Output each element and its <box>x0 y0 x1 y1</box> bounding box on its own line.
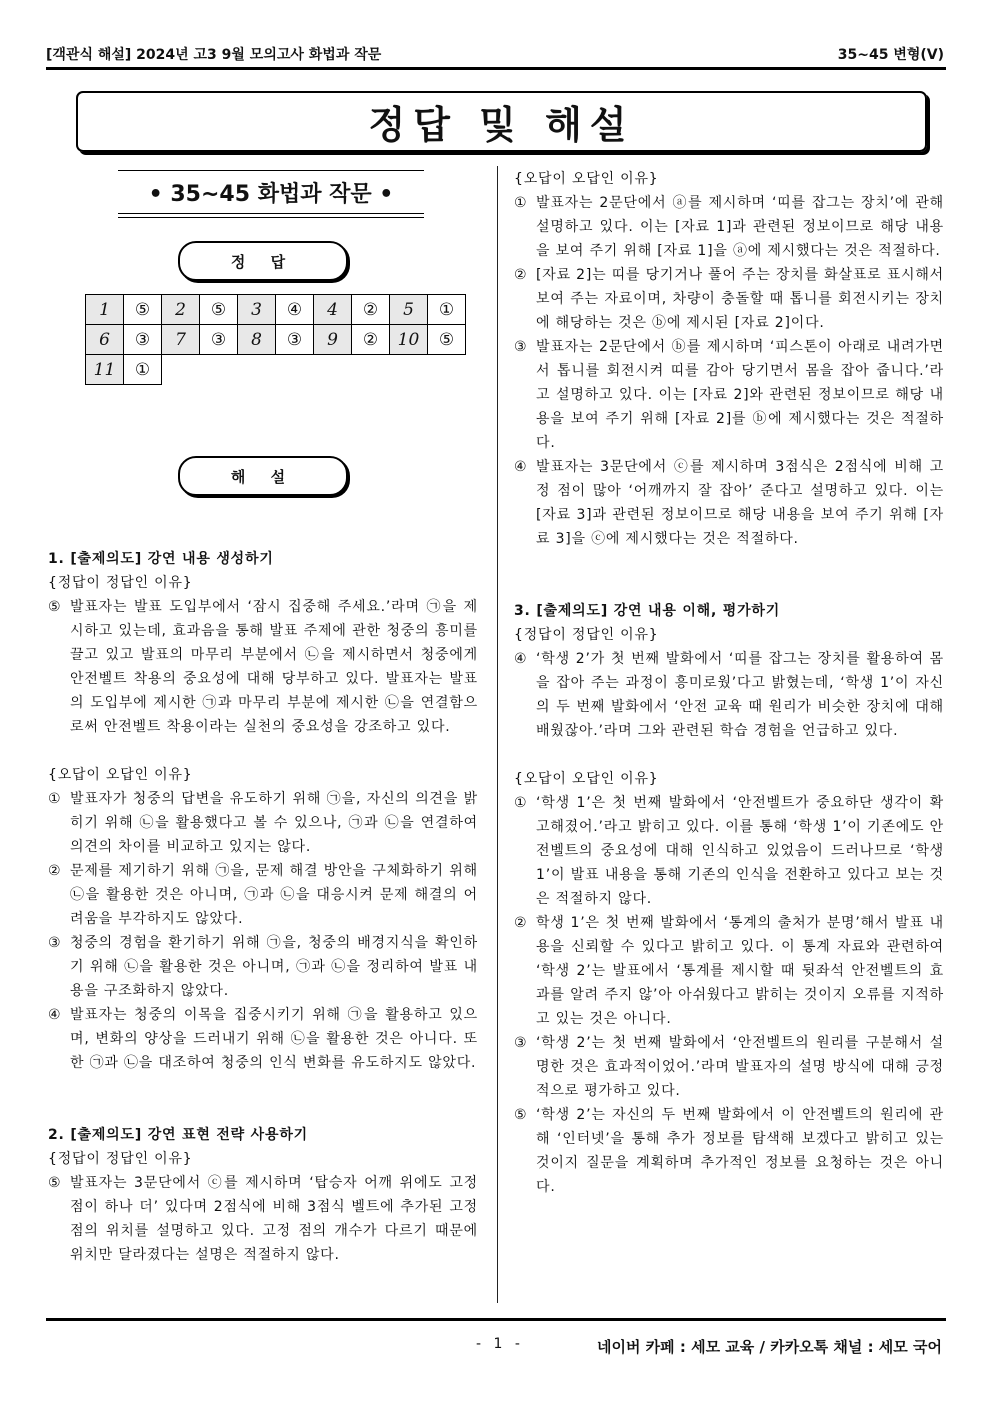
answer-row <box>86 325 466 355</box>
choice-mark: ③ <box>514 339 528 355</box>
explanation-item <box>514 191 944 263</box>
explanation-label: 해 설 <box>178 456 348 496</box>
explanation-text: 학생 1’은 첫 번째 발화에서 ‘통계의 출처가 분명’해서 발표 내용을 신뢰할 수 있다고 밝히고 있다. 이 통계 자료와 관련하여 ‘학생 2’는 발표에서 ‘통계를 제시할 때 뒷좌석 안전벨트의 효과를 알려 주지 않’아 아쉬웠다고 밝히는 것이지 오류를 지적하고 있는 것은 아니다. <box>536 915 944 1027</box>
choice-mark: ⑤ <box>48 599 62 615</box>
answer-num: 1 <box>86 295 124 325</box>
header-right: 35~45 변형(V) <box>837 47 944 63</box>
section-title: • 35~45 화법과 작문 • <box>118 170 424 214</box>
explanation-item <box>514 263 944 335</box>
answer-value: ③ <box>124 325 162 355</box>
answer-num: 7 <box>162 325 200 355</box>
choice-mark: ⑤ <box>514 1107 528 1123</box>
answer-value: ② <box>352 325 390 355</box>
explanation-item <box>514 911 944 1031</box>
answer-value: ⑤ <box>200 295 238 325</box>
answer-num: 9 <box>314 325 352 355</box>
answer-label: 정 답 <box>178 241 348 281</box>
explanation-text: ‘학생 2’는 자신의 두 번째 발화에서 이 안전벨트의 원리에 관해 ‘인터넷’을 통해 추가 정보를 탐색해 보겠다고 밝히고 있는 것이지 질문을 계획하며 추가적인 정보를 요청하는 것은 아니다. <box>536 1107 944 1195</box>
answer-row <box>86 355 466 385</box>
question-3-title: 3. [출제의도] 강연 내용 이해, 평가하기 <box>514 603 781 619</box>
explanation-item <box>514 1031 944 1103</box>
left-column <box>48 547 478 1267</box>
explanation-item <box>48 931 478 1003</box>
explanation-item <box>48 859 478 931</box>
wrong-reason-heading: {오답이 오답인 이유} <box>48 767 193 783</box>
answer-value: ⑤ <box>124 295 162 325</box>
answer-num: 2 <box>162 295 200 325</box>
choice-mark: ② <box>48 863 62 879</box>
explanation-item <box>514 647 944 743</box>
explanation-text: 발표자는 발표 도입부에서 ‘잠시 집중해 주세요.’라며 ㉠을 제시하고 있는데, 효과음을 통해 발표 주제에 관한 청중의 흥미를 끌고 있고 발표의 마무리 부분에서 ㉡을 제시하면서 청중에게 안전벨트 착용의 중요성에 대해 당부하고 있다. 발표자는 발표의 도입부에 제시한 ㉠과 마무리 부분에 제시한 ㉡을 연결함으로써 안전벨트 착용이라는 실천의 중요성을 강조하고 있다. <box>70 599 478 735</box>
right-column <box>514 167 944 1199</box>
answer-value: ② <box>352 295 390 325</box>
explanation-item <box>48 1171 478 1267</box>
explanation-text: 문제를 제기하기 위해 ㉠을, 문제 해결 방안을 구체화하기 위해 ㉡을 활용한 것은 아니며, ㉠과 ㉡을 대응시켜 문제 해결의 어려움을 부각하지도 않았다. <box>70 863 478 927</box>
correct-reason-heading: {정답이 정답인 이유} <box>48 575 193 591</box>
page-number: - 1 - <box>476 1336 524 1352</box>
question-1-title: 1. [출제의도] 강연 내용 생성하기 <box>48 551 274 567</box>
choice-mark: ③ <box>514 1035 528 1051</box>
choice-mark: ① <box>514 195 528 211</box>
column-divider <box>497 166 498 1303</box>
answer-num: 3 <box>238 295 276 325</box>
answer-value: ① <box>428 295 466 325</box>
answer-table <box>85 294 466 385</box>
answer-num: 5 <box>390 295 428 325</box>
explanation-item <box>514 791 944 911</box>
footer-credit: 네이버 카페 : 세모 교육 / 카카오톡 채널 : 세모 국어 <box>596 1338 942 1356</box>
explanation-text: 발표자는 3문단에서 ⓒ를 제시하며 3점식은 2점식에 비해 고정 점이 많아 ‘어깨까지 잘 잡아’ 준다고 설명하고 있다. 이는 [자료 3]과 관련된 정보이므로 해당 내용을 보여 주기 위해 [자료 3]을 ⓒ에 제시했다는 것은 적절하다. <box>536 459 944 547</box>
explanation-text: 발표자는 청중의 이목을 집중시키기 위해 ㉠을 활용하고 있으며, 변화의 양상을 드러내기 위해 ㉡을 활용한 것은 아니다. 또한 ㉠과 ㉡을 대조하여 청중의 인식 변화를 유도하지도 않았다. <box>70 1007 478 1071</box>
header-rule <box>46 67 946 70</box>
answer-value: ③ <box>200 325 238 355</box>
explanation-item <box>48 1003 478 1075</box>
choice-mark: ② <box>514 267 528 283</box>
answer-num: 6 <box>86 325 124 355</box>
explanation-item <box>48 787 478 859</box>
answer-num: 4 <box>314 295 352 325</box>
answer-value: ④ <box>276 295 314 325</box>
explanation-text: 발표자는 3문단에서 ⓒ를 제시하며 ‘탑승자 어깨 위에도 고정 점이 하나 더’ 있다며 2점식에 비해 3점식 벨트에 추가된 고정 점의 위치를 설명하고 있다. 고정 점의 개수가 다르기 때문에 위치만 달라졌다는 설명은 적절하지 않다. <box>70 1175 478 1263</box>
choice-mark: ④ <box>514 651 528 667</box>
choice-mark: ① <box>48 791 62 807</box>
choice-mark: ⑤ <box>48 1175 62 1191</box>
choice-mark: ① <box>514 795 528 811</box>
wrong-reason-heading: {오답이 오답인 이유} <box>514 171 659 187</box>
page-title: 정답 및 해설 <box>76 91 927 152</box>
choice-mark: ④ <box>48 1007 62 1023</box>
explanation-item <box>48 595 478 739</box>
choice-mark: ④ <box>514 459 528 475</box>
explanation-text: ‘학생 2’는 첫 번째 발화에서 ‘안전벨트의 원리를 구분해서 설명한 것은 효과적이었어.’라며 발표자의 설명 방식에 대해 긍정적으로 평가하고 있다. <box>536 1035 944 1099</box>
choice-mark: ③ <box>48 935 62 951</box>
correct-reason-heading: {정답이 정답인 이유} <box>48 1151 193 1167</box>
question-2-title: 2. [출제의도] 강연 표현 전략 사용하기 <box>48 1127 308 1143</box>
answer-num: 8 <box>238 325 276 355</box>
explanation-text: 청중의 경험을 환기하기 위해 ㉠을, 청중의 배경지식을 확인하기 위해 ㉡을 활용한 것은 아니며, ㉠과 ㉡을 정리하여 발표 내용을 구조화하지 않았다. <box>70 935 478 999</box>
answer-row <box>86 295 466 325</box>
explanation-item <box>514 335 944 455</box>
explanation-text: 발표자가 청중의 답변을 유도하기 위해 ㉠을, 자신의 의견을 밝히기 위해 ㉡을 활용했다고 볼 수 있으나, ㉠과 ㉡을 연결하여 의견의 차이를 비교하고 있지는 않다. <box>70 791 478 855</box>
explanation-text: ‘학생 1’은 첫 번째 발화에서 ‘안전벨트가 중요하단 생각이 확고해졌어.’라고 밝히고 있다. 이를 통해 ‘학생 1’이 기존에도 안전벨트의 중요성에 대해 인식하고 있었음이 드러나므로 ‘학생 1’이 발표 내용을 통해 기존의 인식을 전환하고 있다고 보는 것은 적절하지 않다. <box>536 795 944 907</box>
answer-value: ① <box>124 355 162 385</box>
answer-value: ⑤ <box>428 325 466 355</box>
explanation-text: 발표자는 2문단에서 ⓐ를 제시하며 ‘띠를 잡그는 장치’에 관해 설명하고 있다. 이는 [자료 1]과 관련된 정보이므로 해당 내용을 보여 주기 위해 [자료 1]을 ⓐ에 제시했다는 것은 적절하다. <box>536 195 944 259</box>
explanation-item <box>514 455 944 551</box>
explanation-text: [자료 2]는 띠를 당기거나 풀어 주는 장치를 화살표로 표시해서 보여 주는 자료이며, 차량이 충돌할 때 톱니를 회전시키는 장치에 해당하는 것은 ⓑ에 제시된 [자료 2]이다. <box>536 267 945 331</box>
explanation-item <box>514 1103 944 1199</box>
wrong-reason-heading: {오답이 오답인 이유} <box>514 771 659 787</box>
explanation-text: 발표자는 2문단에서 ⓑ를 제시하며 ‘피스톤이 아래로 내려가면서 톱니를 회전시켜 띠를 감아 당기면서 몸을 잡아 줍니다.’라고 설명하고 있다. 이는 [자료 2]와 관련된 정보이므로 해당 내용을 보여 주기 위해 [자료 2]를 ⓑ에 제시했다는 것은 적절하다. <box>536 339 944 451</box>
answer-num: 11 <box>86 355 124 385</box>
answer-num: 10 <box>390 325 428 355</box>
header-left: [객관식 해설] 2024년 고3 9월 모의고사 화법과 작문 <box>46 47 382 63</box>
correct-reason-heading: {정답이 정답인 이유} <box>514 627 659 643</box>
answer-value: ③ <box>276 325 314 355</box>
footer-rule <box>46 1318 946 1321</box>
choice-mark: ② <box>514 915 528 931</box>
explanation-text: ‘학생 2’가 첫 번째 발화에서 ‘띠를 잡그는 장치를 활용하여 몸을 잡아 주는 과정이 흥미로웠’다고 밝혔는데, ‘학생 1’이 자신의 두 번째 발화에서 ‘안전 교육 때 원리가 비슷한 장치에 대해 배웠잖아.’라며 그와 관련된 학습 경험을 언급하고 있다. <box>536 651 944 739</box>
